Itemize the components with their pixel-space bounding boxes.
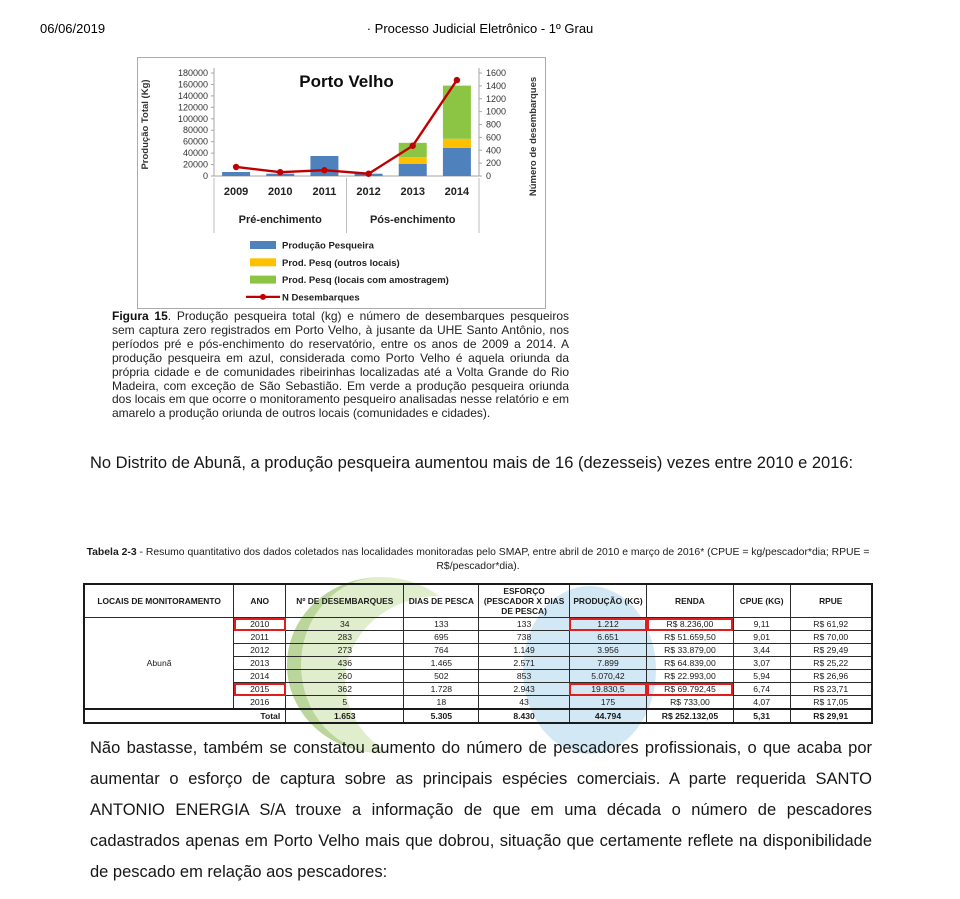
- table-cell: 44.794: [569, 709, 646, 723]
- x-axis-label: 2013: [400, 186, 425, 198]
- table-cell: R$ 51.659,50: [647, 631, 734, 644]
- table-cell: 1.728: [404, 683, 479, 696]
- bar-segment: [399, 157, 427, 164]
- table-cell: 5.070,42: [569, 670, 646, 683]
- table-cell: 362: [286, 683, 404, 696]
- table-cell: 5,31: [733, 709, 790, 723]
- left-axis-tick-label: 80000: [182, 125, 208, 136]
- body-paragraph-1: No Distrito de Abunã, a produção pesqueira aumentou mais de 16 (dezesseis) vezes entre 2010 e 2016:: [90, 454, 854, 472]
- left-axis-tick-label: 20000: [182, 159, 208, 170]
- left-axis-tick-label: 120000: [177, 102, 208, 113]
- column-header: PRODUÇÃO (KG): [569, 584, 646, 618]
- x-axis-label: 2009: [223, 186, 249, 198]
- bar-segment: [443, 139, 471, 148]
- table-cell: 502: [404, 670, 479, 683]
- left-axis-tick-label: 40000: [182, 148, 208, 159]
- table-cell: R$ 64.839,00: [647, 657, 734, 670]
- table-cell: 5: [286, 696, 404, 710]
- right-axis-tick-label: 800: [486, 119, 502, 130]
- table-cell: 19.830,5: [569, 683, 646, 696]
- table-cell: 175: [569, 696, 646, 710]
- table-cell: 5,94: [733, 670, 790, 683]
- legend-swatch: [250, 276, 276, 284]
- table-cell: 3,44: [733, 644, 790, 657]
- left-axis-title: Produção Total (Kg): [140, 79, 151, 170]
- left-axis-tick-label: 60000: [182, 136, 208, 147]
- table-cell: R$ 29,91: [790, 709, 872, 723]
- table-cell: 1.149: [479, 644, 570, 657]
- column-header: CPUE (KG): [733, 584, 790, 618]
- right-axis-tick-label: 1200: [486, 93, 507, 104]
- table-cell: 2.571: [479, 657, 570, 670]
- column-header: LOCAIS DE MONITORAMENTO: [84, 584, 234, 618]
- chart: [137, 57, 546, 309]
- bar-segment: [399, 164, 427, 176]
- table-cell: R$ 25,22: [790, 657, 872, 670]
- legend-swatch: [250, 258, 276, 266]
- line-point: [277, 169, 283, 175]
- table-cell: 9,01: [733, 631, 790, 644]
- header-title: · Processo Judicial Eletrônico - 1º Grau: [366, 21, 594, 36]
- total-label: Total: [84, 709, 286, 723]
- table-cell: R$ 61,92: [790, 618, 872, 631]
- table-cell: R$ 8.236,00: [647, 618, 734, 631]
- group-label: Pós-enchimento: [369, 214, 456, 226]
- table-cell: 1.653: [286, 709, 404, 723]
- figure-caption: [112, 310, 569, 421]
- column-header: Nº DE DESEMBARQUES: [286, 584, 404, 618]
- column-header: RPUE: [790, 584, 872, 618]
- table-cell: R$ 69.792,45: [647, 683, 734, 696]
- line-point: [365, 171, 371, 177]
- header-date: 06/06/2019: [40, 21, 106, 36]
- left-axis-tick-label: 100000: [177, 113, 208, 124]
- table-cell: R$ 23,71: [790, 683, 872, 696]
- legend-dot: [260, 294, 266, 300]
- table-cell: 6,74: [733, 683, 790, 696]
- legend-label: Prod. Pesq (locais com amostragem): [282, 275, 449, 287]
- figure-caption-body: . Produção pesqueira total (kg) e número de desembarques pesqueiros sem captura zero registrados em Porto Velho, à jusante da UHE Santo Antônio, nos períodos pré e pós-enchimento do reservatório, entre os anos de 2009 a 2014. A produção pesqueira em azul, considerada como Porto Velho é aquela oriunda da própria cidade e de comunidades ribeirinhas localizadas até a Volta Grande do Rio Madeira, com exceção de São Sebastião. Em verde a produção pesqueira oriunda dos locais em que ocorre o monitoramento pesqueiro analisadas nesse relatório e em amarelo a produção oriunda de outros locais (comunidades e cidades).: [112, 309, 569, 421]
- table-cell: R$ 22.993,00: [647, 670, 734, 683]
- table-cell: 4,07: [733, 696, 790, 710]
- table-cell: 1.212: [569, 618, 646, 631]
- body-paragraph-2: Não bastasse, também se constatou aumento do número de pescadores profissionais, o que acaba por aumentar o esforço de captura sobre as principais espécies comerciais. A parte requerida SANTO ANTONIO ENERGIA S/A trouxe a informação de que em uma década o número de pescadores cadastrados apenas em Porto Velho mais que dobrou, situação que certamente reflete na disponibilidade de pescado em relação aos pescadores:: [90, 739, 872, 881]
- left-axis-tick-label: 0: [202, 171, 208, 181]
- column-header: RENDA: [647, 584, 734, 618]
- right-axis-tick-label: 1600: [486, 68, 507, 78]
- line-point: [233, 164, 239, 170]
- location-cell: Abunã: [84, 618, 234, 710]
- bar-segment: [443, 148, 471, 176]
- legend-swatch: [250, 241, 276, 249]
- table-cell: R$ 26,96: [790, 670, 872, 683]
- table-cell: 6.651: [569, 631, 646, 644]
- left-axis-tick-label: 180000: [177, 68, 208, 78]
- right-axis-tick-label: 400: [486, 145, 502, 156]
- right-axis-tick-label: 0: [486, 171, 492, 181]
- table-title-label: Tabela 2-3: [86, 547, 137, 558]
- table-cell: 3.956: [569, 644, 646, 657]
- data-table: [83, 583, 873, 724]
- table-cell: 2013: [234, 657, 286, 670]
- table-cell: 7.899: [569, 657, 646, 670]
- right-axis-tick-label: 1000: [486, 106, 507, 117]
- x-axis-label: 2010: [268, 186, 293, 198]
- table-cell: R$ 33.879,00: [647, 644, 734, 657]
- left-axis-tick-label: 160000: [177, 79, 208, 90]
- table-cell: 273: [286, 644, 404, 657]
- table-cell: 43: [479, 696, 570, 710]
- table-title: [83, 546, 873, 574]
- x-axis-label: 2012: [356, 186, 381, 198]
- porto-velho-chart-svg: [138, 58, 547, 310]
- table-cell: 764: [404, 644, 479, 657]
- table-cell: 3,07: [733, 657, 790, 670]
- right-axis-tick-label: 1400: [486, 80, 507, 91]
- table-cell: 9,11: [733, 618, 790, 631]
- line-point: [454, 77, 460, 83]
- x-axis-label: 2011: [312, 186, 337, 198]
- right-axis-title: Número de desembarques: [528, 76, 539, 197]
- table-cell: R$ 29,49: [790, 644, 872, 657]
- table-title-rest: - Resumo quantitativo dos dados coletados nas localidades monitoradas pelo SMAP, entre abril de 2010 e março de 2016* (CPUE = kg/pescador*dia; RPUE = R$/pescador*dia).: [136, 547, 870, 572]
- table-cell: 8.430: [479, 709, 570, 723]
- table-cell: 2010: [234, 618, 286, 631]
- column-header: ESFORÇO (PESCADOR X DIAS DE PESCA): [479, 584, 570, 618]
- legend-label: N Desembarques: [282, 292, 360, 304]
- line-point: [321, 167, 327, 173]
- table-cell: 853: [479, 670, 570, 683]
- table-cell: 1.465: [404, 657, 479, 670]
- column-header: DIAS DE PESCA: [404, 584, 479, 618]
- group-label: Pré-enchimento: [238, 214, 322, 226]
- table-cell: R$ 17,05: [790, 696, 872, 710]
- table-cell: 2015: [234, 683, 286, 696]
- right-axis-tick-label: 600: [486, 132, 502, 143]
- table-cell: 2016: [234, 696, 286, 710]
- column-header: ANO: [234, 584, 286, 618]
- table-cell: 283: [286, 631, 404, 644]
- table-cell: 133: [479, 618, 570, 631]
- table-cell: 2012: [234, 644, 286, 657]
- chart-title: Porto Velho: [299, 72, 394, 91]
- table-cell: 133: [404, 618, 479, 631]
- table-cell: 260: [286, 670, 404, 683]
- table-cell: 436: [286, 657, 404, 670]
- table-cell: R$ 252.132,05: [647, 709, 734, 723]
- right-axis-tick-label: 200: [486, 158, 502, 169]
- table-cell: R$ 733,00: [647, 696, 734, 710]
- table-cell: 34: [286, 618, 404, 631]
- table-cell: 2011: [234, 631, 286, 644]
- legend-label: Prod. Pesq (outros locais): [282, 257, 400, 269]
- bar-segment: [222, 172, 250, 176]
- table-cell: 18: [404, 696, 479, 710]
- x-axis-label: 2014: [444, 186, 470, 198]
- table-cell: 695: [404, 631, 479, 644]
- table-total-row: [84, 709, 872, 723]
- table-row: [84, 618, 872, 631]
- line-point: [410, 143, 416, 149]
- table-cell: 2014: [234, 670, 286, 683]
- table-cell: 5.305: [404, 709, 479, 723]
- table-cell: 738: [479, 631, 570, 644]
- table-header-row: [84, 584, 872, 618]
- figure-caption-label: Figura 15: [112, 309, 168, 323]
- table-cell: R$ 70,00: [790, 631, 872, 644]
- left-axis-tick-label: 140000: [177, 90, 208, 101]
- table-cell: 2.943: [479, 683, 570, 696]
- legend-label: Produção Pesqueira: [282, 240, 374, 252]
